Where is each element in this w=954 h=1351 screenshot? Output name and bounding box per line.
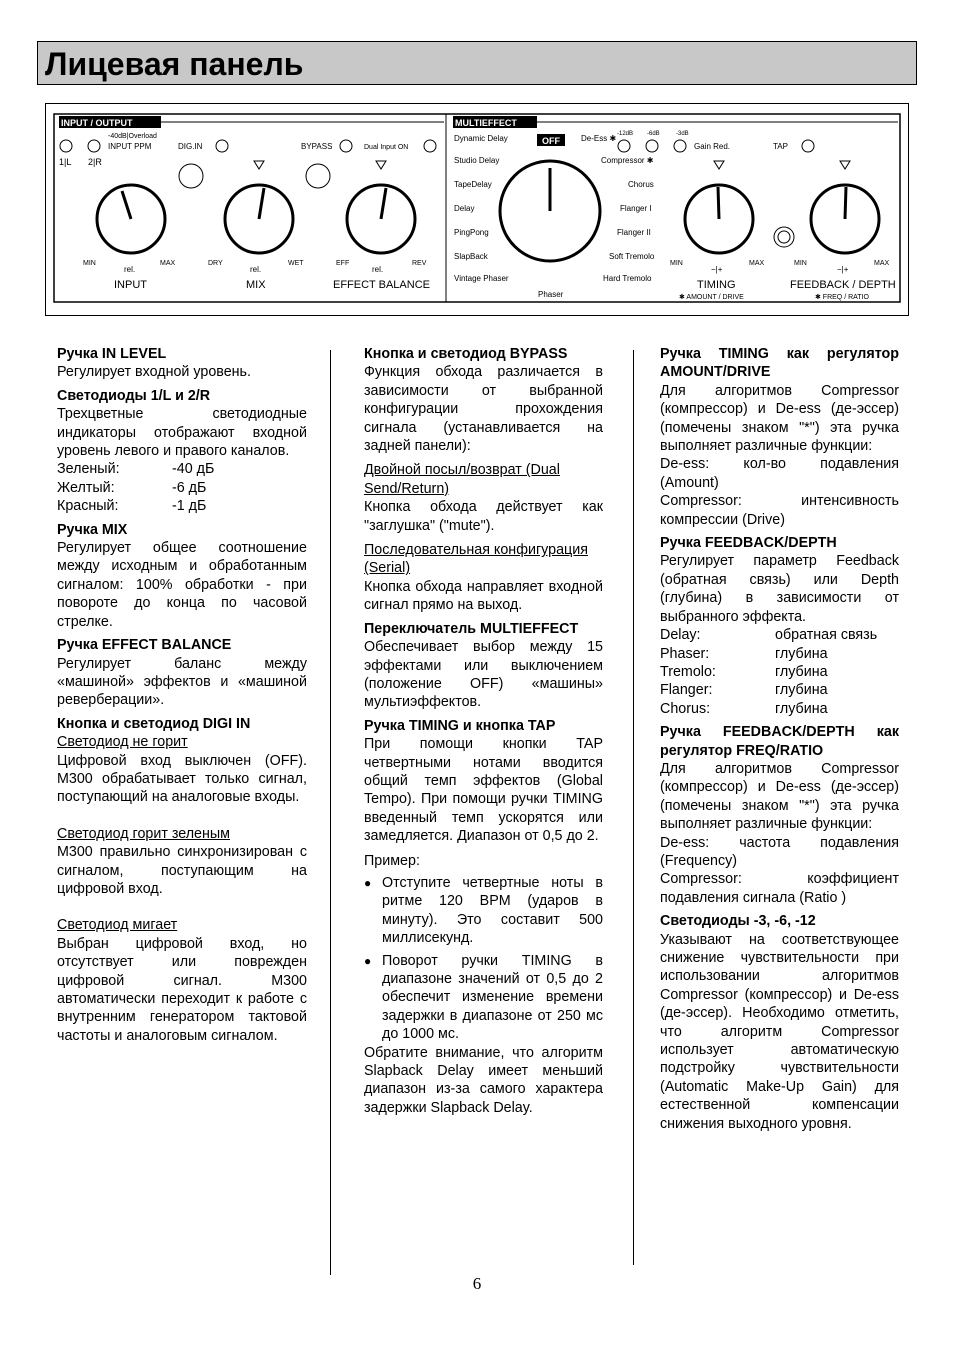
timing-min: MIN — [670, 260, 683, 267]
fx-row: Phaser: глубина — [660, 645, 828, 662]
effect-balance-knob[interactable] — [347, 185, 415, 253]
input-ppm-label: INPUT PPM — [108, 142, 152, 151]
input-knob[interactable] — [97, 185, 165, 253]
fx-right-2: Chorus — [628, 180, 654, 189]
led-1l-label: 1|L — [59, 157, 72, 167]
column-divider-2 — [633, 350, 634, 1265]
heading-bypass: Кнопка и светодиод BYPASS — [364, 346, 568, 362]
text-bypass: Функция обхода различается в зависимости от выбранной конфигурации прохождения сигнала (устанавливается на задней панели): — [364, 364, 603, 455]
page-number: 6 — [472, 1274, 482, 1293]
eb-eff: EFF — [336, 260, 350, 267]
fb-max: MAX — [874, 260, 890, 267]
heading-feedback-depth: Ручка FEEDBACK/DEPTH — [660, 535, 837, 552]
fx-left-6: Vintage Phaser — [454, 274, 509, 283]
subheading-led-green: Светодиод горит зеленым — [57, 825, 231, 842]
timing-max: MAX — [749, 260, 765, 267]
front-panel-drawing — [46, 104, 908, 315]
fx-row: Delay: обратная связь — [660, 627, 878, 644]
subheading-serial: Последовательная конфигурация (Serial) — [364, 542, 588, 577]
fx-right-6: Hard Tremolo — [603, 274, 652, 283]
text-leds: Трехцветные светодиодные индикаторы отображают входной уровень левого и правого каналов. — [57, 406, 307, 460]
heading-leds-db: Светодиоды -3, -6, -12 — [660, 913, 816, 930]
timing-knob[interactable] — [685, 185, 753, 253]
led-row: Зеленый: -40 дБ — [57, 461, 215, 478]
input-max: MAX — [160, 260, 176, 267]
fb-pm: −|+ — [837, 265, 849, 274]
text-leds-db: Указывают на соответствующее снижение чувствительности при использовании алгоритмов Compressor (компрессор) и De-ess (де-эссер). Необходимо отметить, что алгоритм Compressor использует автоматическую подстройку чувствительности (Automatic Make-Up Gain) для естественной компенсации снижения выходного уровня. — [660, 931, 899, 1132]
bullet-icon: ● — [364, 953, 372, 968]
fb-min: MIN — [794, 260, 807, 267]
mix-dry: DRY — [208, 260, 223, 267]
text-compressor-ratio: Compressor: коэффициент подавления сигнала (Ratio ) — [660, 871, 899, 906]
heading-timing-tap: Ручка TIMING и кнопка TAP — [364, 717, 556, 734]
fx-right-4: Flanger II — [617, 228, 651, 237]
bullet-icon: ● — [364, 875, 372, 890]
digin-button[interactable] — [179, 164, 203, 188]
fx-left-4: PingPong — [454, 228, 489, 237]
text-led-blink: Выбран цифровой вход, но отсутствует или поврежден цифровой сигнал. M300 автоматически переходит к работе с внутренним генератором тактовой частоты и аналоговым сигналом. — [57, 935, 307, 1044]
multieffect-selector-knob[interactable] — [500, 161, 600, 261]
input-label: INPUT — [114, 279, 147, 291]
fx-left-2: TapeDelay — [454, 180, 492, 189]
fx-left-1: Studio Delay — [454, 156, 500, 165]
off-label: OFF — [542, 136, 560, 146]
fx-left-3: Delay — [454, 204, 475, 213]
fx-phaser: Phaser — [538, 290, 564, 299]
fx-row: Flanger: глубина — [660, 682, 828, 699]
bullet-item: ● Отступите четвертные ноты в ритме 120 BPM (ударов в минуту). Это составит 500 миллисекунд. — [364, 874, 603, 947]
text-slapback-note: Обратите внимание, что алгоритм Slapback Delay имеет меньший диапазон из-за самого характера задержки Slapback Delay. — [364, 1044, 603, 1116]
mix-rel: rel. — [250, 265, 262, 274]
eb-rel: rel. — [372, 265, 384, 274]
text-feedback-freq: Для алгоритмов Compressor (компрессор) и De-ess (де-эссер) (помечены знаком "*") эта ручка выполняет различные функции: — [660, 760, 899, 833]
subheading-led-blink: Светодиод мигает — [57, 917, 178, 934]
text-dual: Кнопка обхода действует как "заглушка" ("mute"). — [364, 499, 603, 534]
bypass-button[interactable] — [306, 164, 330, 188]
fx-left-0: Dynamic Delay — [454, 134, 508, 143]
digin-led — [216, 140, 228, 152]
fx-right-3: Flanger I — [620, 204, 652, 213]
effect-balance-label: EFFECT BALANCE — [333, 279, 430, 291]
led-row: Желтый: -6 дБ — [57, 479, 207, 496]
fx-right-1: Compressor ✱ — [601, 156, 654, 165]
text-deess-amount: De-ess: кол-во подавления (Amount) — [660, 456, 899, 491]
heading-digi-in: Кнопка и светодиод DIGI IN — [57, 715, 251, 732]
timing-pm: −|+ — [711, 265, 723, 274]
input-min: MIN — [83, 260, 96, 267]
digin-label: DIG.IN — [178, 142, 203, 151]
input-rel: rel. — [124, 265, 136, 274]
timing-sub-label: ✱ AMOUNT / DRIVE — [679, 294, 744, 301]
fx-left-5: SlapBack — [454, 252, 488, 261]
led-6db — [646, 140, 658, 152]
heading-in-level: Ручка IN LEVEL — [57, 346, 167, 362]
fx-row: Tremolo: глубина — [660, 663, 828, 680]
tap-label: TAP — [773, 142, 788, 151]
led-row: Красный: -1 дБ — [57, 498, 207, 515]
led-1l — [60, 140, 72, 152]
dual-input-led — [424, 140, 436, 152]
text-timing-amount: Для алгоритмов Compressor (компрессор) и De-ess (де-эссер) (помечены знаком "*") эта ручка выполняет различные функции: — [660, 382, 899, 455]
feedback-label: FEEDBACK / DEPTH — [790, 279, 896, 291]
text-example: Пример: — [364, 852, 420, 869]
text-led-off: Цифровой вход выключен (OFF). M300 обрабатывает только сигнал, поступающий на аналоговые входы. — [57, 752, 307, 806]
column-2 — [364, 345, 603, 1122]
title-bar — [37, 41, 917, 85]
text-timing-tap: При помощи кнопки TAP четвертными нотами вводится общий темп эффектов (Global Tempo). При помощи ручки TIMING введенный темп ускорятся или замедляется. Диапазон от 0,5 до 2. — [364, 736, 603, 845]
tap-led — [802, 140, 814, 152]
text-compressor-drive: Compressor: интенсивность компрессии (Drive) — [660, 493, 899, 528]
mfx-header: MULTIEFFECT — [455, 118, 517, 128]
front-panel-diagram — [45, 103, 909, 316]
column-divider-1 — [330, 350, 331, 1275]
page-title: Лицевая панель — [45, 46, 304, 82]
led-3db — [674, 140, 686, 152]
fx-right-0: De-Ess ✱ — [581, 134, 617, 143]
overload-label: -40dB|Overload — [108, 133, 157, 140]
db3-label: -3dB — [676, 131, 689, 137]
heading-effect-balance: Ручка EFFECT BALANCE — [57, 637, 232, 654]
fx-row: Chorus: глубина — [660, 700, 828, 717]
text-mix: Регулирует общее соотношение между исходным и обработанным сигналом: 100% обработки - при повороте до конца по часовой стрелке. — [57, 540, 307, 630]
mix-wet: WET — [288, 260, 304, 267]
led-12db — [618, 140, 630, 152]
bullet-item: ● Поворот ручки TIMING в диапазоне значений от 0,5 до 2 обеспечит изменение времени задержки в диапазоне от 250 мс до 1000 мс. — [364, 952, 603, 1043]
text-serial: Кнопка обхода направляет входной сигнал прямо на выход. — [364, 578, 603, 614]
bypass-label: BYPASS — [301, 142, 333, 151]
led-2r — [88, 140, 100, 152]
column-1 — [57, 345, 307, 1050]
dual-input-label: Dual Input ON — [364, 144, 409, 151]
heading-feedback-freq: Ручка FEEDBACK/DEPTH как регулятор FREQ/RATIO — [660, 724, 899, 759]
bypass-led — [340, 140, 352, 152]
mix-knob[interactable] — [225, 185, 293, 253]
io-header: INPUT / OUTPUT — [61, 118, 133, 128]
heading-multieffect: Переключатель MULTIEFFECT — [364, 620, 579, 637]
eb-rev: REV — [412, 260, 427, 267]
gain-red-label: Gain Red. — [694, 142, 731, 151]
feedback-sub-label: ✱ FREQ / RATIO — [815, 294, 869, 301]
column-3 — [660, 345, 899, 1138]
heading-timing-amount: Ручка TIMING как регулятор AMOUNT/DRIVE — [660, 346, 899, 381]
fx-right-5: Soft Tremolo — [609, 252, 655, 261]
led-2r-label: 2|R — [88, 157, 102, 167]
text-effect-balance: Регулирует баланс между «машиной» эффектов и «машиной реверберации». — [57, 655, 307, 709]
db12-label: -12dB — [617, 131, 634, 137]
mix-label: MIX — [246, 279, 266, 291]
text-multieffect: Обеспечивает выбор между 15 эффектами или выключением (положение OFF) «машины» мультиэффектов. — [364, 639, 603, 711]
text-in-level: Регулирует входной уровень. — [57, 364, 251, 381]
text-led-green: M300 правильно синхронизирован с сигналом, поступающим на цифровой вход. — [57, 844, 307, 897]
timing-label: TIMING — [697, 279, 736, 291]
heading-leds-1l-2r: Светодиоды 1/L и 2/R — [57, 387, 211, 404]
subheading-led-off: Светодиод не горит — [57, 734, 188, 751]
feedback-depth-knob[interactable] — [811, 185, 879, 253]
subheading-dual: Двойной посыл/возврат (Dual Send/Return) — [364, 462, 560, 497]
text-deess-freq: De-ess: частота подавления (Frequency) — [660, 834, 899, 869]
heading-mix: Ручка MIX — [57, 521, 128, 538]
tap-button[interactable] — [774, 227, 794, 247]
text-feedback-depth: Регулирует параметр Feedback (обратная связь) или Depth (глубина) в зависимости от выбранного эффекта. — [660, 553, 899, 625]
db6-label: -6dB — [647, 131, 660, 137]
